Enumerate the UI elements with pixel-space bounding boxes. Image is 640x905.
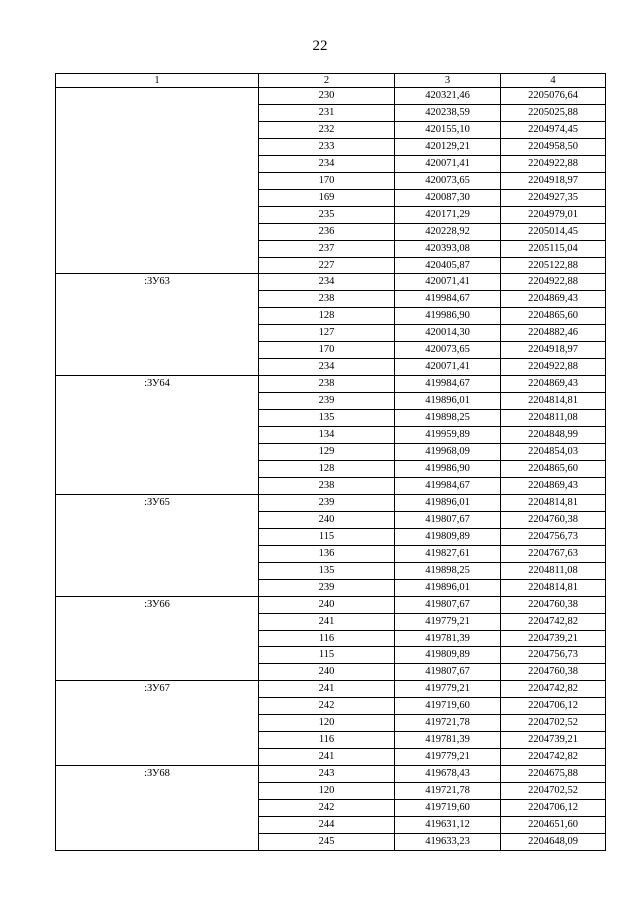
plot-label-cell: :ЗУ63 [56, 274, 259, 376]
y-coordinate-cell: 2205076,64 [501, 88, 606, 105]
x-coordinate-cell: 419678,43 [395, 766, 501, 783]
y-coordinate-cell: 2204814,81 [501, 494, 606, 511]
x-coordinate-cell: 420393,08 [395, 240, 501, 257]
header-col-3: 3 [395, 74, 501, 88]
table-row [56, 766, 606, 783]
y-coordinate-cell: 2205014,45 [501, 223, 606, 240]
x-coordinate-cell: 419631,12 [395, 816, 501, 833]
point-number-cell: 240 [259, 511, 395, 528]
point-number-cell: 238 [259, 477, 395, 494]
x-coordinate-cell: 419781,39 [395, 630, 501, 647]
x-coordinate-cell: 419719,60 [395, 698, 501, 715]
point-number-cell: 238 [259, 376, 395, 393]
x-coordinate-cell: 419984,67 [395, 477, 501, 494]
x-coordinate-cell: 419807,67 [395, 664, 501, 681]
y-coordinate-cell: 2204756,73 [501, 528, 606, 545]
header-col-1: 1 [56, 74, 259, 88]
y-coordinate-cell: 2204869,43 [501, 376, 606, 393]
point-number-cell: 244 [259, 816, 395, 833]
plot-label-cell: :ЗУ68 [56, 766, 259, 851]
point-number-cell: 240 [259, 664, 395, 681]
y-coordinate-cell: 2204922,88 [501, 274, 606, 291]
table-row [56, 376, 606, 393]
point-number-cell: 128 [259, 460, 395, 477]
y-coordinate-cell: 2204760,38 [501, 664, 606, 681]
page-number: 22 [312, 38, 328, 54]
y-coordinate-cell: 2205122,88 [501, 257, 606, 274]
x-coordinate-cell: 420405,87 [395, 257, 501, 274]
x-coordinate-cell: 419896,01 [395, 579, 501, 596]
point-number-cell: 230 [259, 88, 395, 105]
point-number-cell: 239 [259, 494, 395, 511]
y-coordinate-cell: 2204648,09 [501, 833, 606, 850]
point-number-cell: 232 [259, 121, 395, 138]
point-number-cell: 243 [259, 766, 395, 783]
x-coordinate-cell: 419898,25 [395, 410, 501, 427]
y-coordinate-cell: 2204739,21 [501, 732, 606, 749]
x-coordinate-cell: 419968,09 [395, 444, 501, 461]
x-coordinate-cell: 419984,67 [395, 291, 501, 308]
x-coordinate-cell: 419896,01 [395, 494, 501, 511]
point-number-cell: 242 [259, 698, 395, 715]
y-coordinate-cell: 2204756,73 [501, 647, 606, 664]
y-coordinate-cell: 2204742,82 [501, 749, 606, 766]
point-number-cell: 170 [259, 172, 395, 189]
y-coordinate-cell: 2204706,12 [501, 800, 606, 817]
x-coordinate-cell: 419807,67 [395, 511, 501, 528]
table-row [56, 681, 606, 698]
point-number-cell: 234 [259, 359, 395, 376]
x-coordinate-cell: 420014,30 [395, 325, 501, 342]
point-number-cell: 134 [259, 427, 395, 444]
point-number-cell: 231 [259, 104, 395, 121]
point-number-cell: 128 [259, 308, 395, 325]
x-coordinate-cell: 419779,21 [395, 613, 501, 630]
y-coordinate-cell: 2204865,60 [501, 460, 606, 477]
point-number-cell: 233 [259, 138, 395, 155]
y-coordinate-cell: 2204739,21 [501, 630, 606, 647]
header-col-2: 2 [259, 74, 395, 88]
x-coordinate-cell: 420155,10 [395, 121, 501, 138]
y-coordinate-cell: 2204958,50 [501, 138, 606, 155]
point-number-cell: 241 [259, 749, 395, 766]
table-row [56, 596, 606, 613]
y-coordinate-cell: 2204865,60 [501, 308, 606, 325]
x-coordinate-cell: 419896,01 [395, 393, 501, 410]
point-number-cell: 239 [259, 579, 395, 596]
point-number-cell: 129 [259, 444, 395, 461]
x-coordinate-cell: 420171,29 [395, 206, 501, 223]
y-coordinate-cell: 2204814,81 [501, 579, 606, 596]
x-coordinate-cell: 420238,59 [395, 104, 501, 121]
point-number-cell: 115 [259, 528, 395, 545]
point-number-cell: 135 [259, 410, 395, 427]
point-number-cell: 234 [259, 155, 395, 172]
x-coordinate-cell: 419721,78 [395, 783, 501, 800]
y-coordinate-cell: 2204848,99 [501, 427, 606, 444]
x-coordinate-cell: 419898,25 [395, 562, 501, 579]
y-coordinate-cell: 2204974,45 [501, 121, 606, 138]
point-number-cell: 116 [259, 630, 395, 647]
x-coordinate-cell: 420073,65 [395, 342, 501, 359]
x-coordinate-cell: 420087,30 [395, 189, 501, 206]
y-coordinate-cell: 2204927,35 [501, 189, 606, 206]
x-coordinate-cell: 420071,41 [395, 155, 501, 172]
plot-label-cell: :ЗУ67 [56, 681, 259, 766]
y-coordinate-cell: 2204675,88 [501, 766, 606, 783]
y-coordinate-cell: 2204651,60 [501, 816, 606, 833]
x-coordinate-cell: 419809,89 [395, 528, 501, 545]
x-coordinate-cell: 419779,21 [395, 749, 501, 766]
x-coordinate-cell: 419959,89 [395, 427, 501, 444]
y-coordinate-cell: 2204882,46 [501, 325, 606, 342]
point-number-cell: 241 [259, 613, 395, 630]
point-number-cell: 242 [259, 800, 395, 817]
y-coordinate-cell: 2204767,63 [501, 545, 606, 562]
y-coordinate-cell: 2204742,82 [501, 613, 606, 630]
y-coordinate-cell: 2204979,01 [501, 206, 606, 223]
x-coordinate-cell: 419781,39 [395, 732, 501, 749]
plot-label-cell: :ЗУ65 [56, 494, 259, 596]
table-body [56, 88, 606, 851]
y-coordinate-cell: 2204811,08 [501, 410, 606, 427]
point-number-cell: 135 [259, 562, 395, 579]
y-coordinate-cell: 2204922,88 [501, 359, 606, 376]
x-coordinate-cell: 419807,67 [395, 596, 501, 613]
point-number-cell: 241 [259, 681, 395, 698]
y-coordinate-cell: 2204706,12 [501, 698, 606, 715]
x-coordinate-cell: 419984,67 [395, 376, 501, 393]
table-row [56, 494, 606, 511]
x-coordinate-cell: 420129,21 [395, 138, 501, 155]
point-number-cell: 120 [259, 783, 395, 800]
y-coordinate-cell: 2205025,88 [501, 104, 606, 121]
point-number-cell: 239 [259, 393, 395, 410]
x-coordinate-cell: 420321,46 [395, 88, 501, 105]
x-coordinate-cell: 420071,41 [395, 274, 501, 291]
point-number-cell: 170 [259, 342, 395, 359]
point-number-cell: 238 [259, 291, 395, 308]
point-number-cell: 236 [259, 223, 395, 240]
x-coordinate-cell: 419721,78 [395, 715, 501, 732]
point-number-cell: 234 [259, 274, 395, 291]
y-coordinate-cell: 2204918,97 [501, 342, 606, 359]
table-header-row [56, 74, 606, 88]
table-row [56, 88, 606, 105]
x-coordinate-cell: 420073,65 [395, 172, 501, 189]
point-number-cell: 116 [259, 732, 395, 749]
plot-label-cell [56, 88, 259, 274]
table-row [56, 274, 606, 291]
x-coordinate-cell: 419809,89 [395, 647, 501, 664]
x-coordinate-cell: 419779,21 [395, 681, 501, 698]
y-coordinate-cell: 2204918,97 [501, 172, 606, 189]
y-coordinate-cell: 2205115,04 [501, 240, 606, 257]
point-number-cell: 115 [259, 647, 395, 664]
point-number-cell: 235 [259, 206, 395, 223]
point-number-cell: 240 [259, 596, 395, 613]
x-coordinate-cell: 419719,60 [395, 800, 501, 817]
x-coordinate-cell: 419986,90 [395, 460, 501, 477]
x-coordinate-cell: 420228,92 [395, 223, 501, 240]
y-coordinate-cell: 2204869,43 [501, 477, 606, 494]
point-number-cell: 245 [259, 833, 395, 850]
point-number-cell: 227 [259, 257, 395, 274]
point-number-cell: 136 [259, 545, 395, 562]
y-coordinate-cell: 2204869,43 [501, 291, 606, 308]
point-number-cell: 120 [259, 715, 395, 732]
header-col-4: 4 [501, 74, 606, 88]
point-number-cell: 169 [259, 189, 395, 206]
point-number-cell: 237 [259, 240, 395, 257]
y-coordinate-cell: 2204742,82 [501, 681, 606, 698]
y-coordinate-cell: 2204922,88 [501, 155, 606, 172]
point-number-cell: 127 [259, 325, 395, 342]
plot-label-cell: :ЗУ66 [56, 596, 259, 681]
y-coordinate-cell: 2204702,52 [501, 783, 606, 800]
x-coordinate-cell: 420071,41 [395, 359, 501, 376]
y-coordinate-cell: 2204814,81 [501, 393, 606, 410]
y-coordinate-cell: 2204854,03 [501, 444, 606, 461]
plot-label-cell: :ЗУ64 [56, 376, 259, 495]
coordinates-table [55, 73, 606, 851]
x-coordinate-cell: 419986,90 [395, 308, 501, 325]
y-coordinate-cell: 2204760,38 [501, 511, 606, 528]
x-coordinate-cell: 419633,23 [395, 833, 501, 850]
x-coordinate-cell: 419827,61 [395, 545, 501, 562]
y-coordinate-cell: 2204811,08 [501, 562, 606, 579]
y-coordinate-cell: 2204760,38 [501, 596, 606, 613]
y-coordinate-cell: 2204702,52 [501, 715, 606, 732]
